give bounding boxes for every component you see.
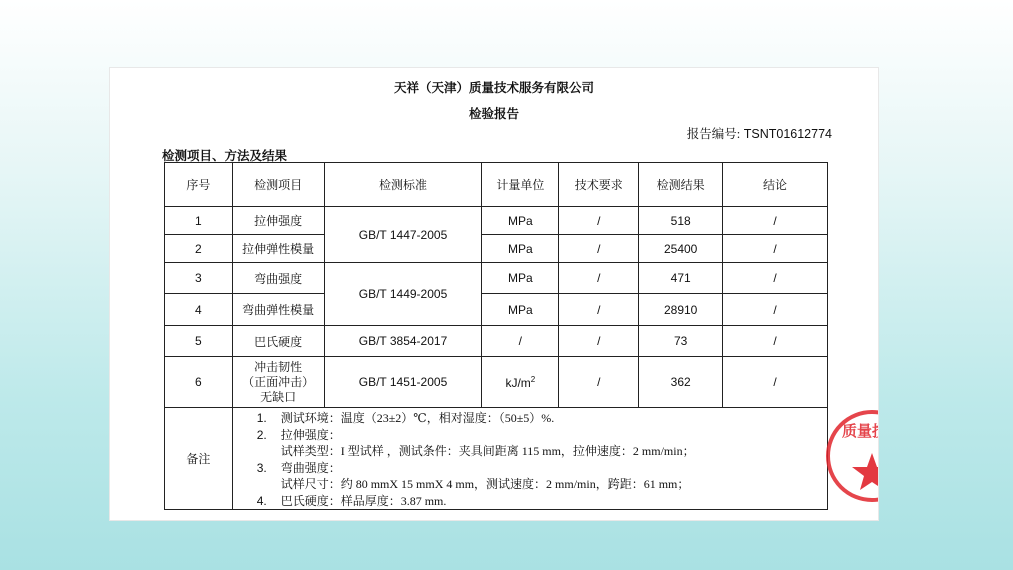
remarks-label: 备注	[165, 408, 233, 510]
test-standard: GB/T 1447-2005	[324, 207, 482, 263]
remark-text: 巴氏硬度：样品厚度：3.87 mm.	[280, 493, 447, 508]
table-header-row	[165, 163, 828, 207]
table-row	[165, 326, 828, 357]
header-cell: 结论	[723, 163, 828, 207]
table-row	[165, 263, 828, 294]
test-item: 弯曲弹性模量	[232, 294, 324, 326]
remark-line	[257, 476, 827, 493]
test-item-line: 无缺口	[260, 389, 297, 404]
header-cell: 计量单位	[482, 163, 559, 207]
unit: MPa	[482, 207, 559, 235]
report-page	[110, 68, 903, 520]
header-cell: 技术要求	[559, 163, 639, 207]
report-number-value: TSNT01612774	[743, 127, 832, 141]
remark-number: 2.	[256, 427, 267, 442]
conclusion: /	[723, 326, 828, 357]
conclusion: /	[723, 357, 828, 408]
result: 362	[639, 357, 723, 408]
report-number-label: 报告编号:	[686, 127, 741, 141]
section-title: 检测项目、方法及结果	[162, 149, 288, 163]
remarks-content	[232, 408, 827, 510]
unit: MPa	[482, 235, 559, 263]
company-seal-stamp	[822, 406, 903, 506]
test-standard: GB/T 3854-2017	[324, 326, 482, 357]
conclusion: /	[723, 235, 828, 263]
remark-number: 4.	[256, 493, 267, 508]
result: 73	[639, 326, 723, 357]
test-standard: GB/T 1449-2005	[324, 263, 482, 326]
result: 471	[639, 263, 723, 294]
remark-line	[257, 460, 827, 477]
results-table	[164, 162, 828, 510]
header-cell: 检测项目	[232, 163, 324, 207]
table-row	[165, 357, 828, 408]
row-number: 4	[165, 294, 233, 326]
unit-superscript: 2	[530, 374, 536, 384]
unit: /	[482, 326, 559, 357]
row-number: 5	[165, 326, 233, 357]
unit: MPa	[482, 263, 559, 294]
result: 518	[639, 207, 723, 235]
test-item: 拉伸弹性模量	[232, 235, 324, 263]
unit	[482, 357, 559, 408]
unit-base: kJ/m	[505, 375, 531, 390]
requirement: /	[559, 263, 639, 294]
company-name: 天祥（天津）质量技术服务有限公司	[393, 81, 594, 95]
conclusion: /	[723, 207, 828, 235]
remark-text: 试样尺寸：约 80 mmX 15 mmX 4 mm，测试速度：2 mm/min，跨距：61 mm；	[280, 477, 690, 491]
test-item: 弯曲强度	[232, 263, 324, 294]
remark-text: 拉伸强度：	[280, 427, 341, 442]
conclusion: /	[723, 263, 828, 294]
remark-line	[257, 493, 827, 510]
remark-line	[257, 443, 827, 460]
test-item	[232, 357, 324, 408]
result: 25400	[639, 235, 723, 263]
row-number: 3	[165, 263, 233, 294]
requirement: /	[559, 294, 639, 326]
test-item: 巴氏硬度	[232, 326, 324, 357]
document-title: 检验报告	[468, 107, 519, 121]
remark-number: 3.	[256, 460, 267, 475]
table-row	[165, 294, 828, 326]
requirement: /	[559, 235, 639, 263]
table-row	[165, 235, 828, 263]
row-number: 1	[165, 207, 233, 235]
remark-line	[257, 427, 827, 444]
remark-line	[257, 410, 827, 427]
row-number: 6	[165, 357, 233, 408]
row-number: 2	[165, 235, 233, 263]
requirement: /	[559, 326, 639, 357]
result: 28910	[639, 294, 723, 326]
remark-text: 弯曲强度：	[280, 460, 341, 475]
svg-text:质量技术: 质量技术	[841, 422, 903, 440]
header-cell: 检测结果	[639, 163, 723, 207]
header-cell: 检测标准	[324, 163, 482, 207]
remark-number: 1.	[256, 411, 267, 425]
table-row	[165, 207, 828, 235]
test-item-line: （正面冲击）	[242, 374, 315, 389]
report-number	[687, 124, 832, 142]
test-item-line: 冲击韧性	[254, 359, 303, 374]
remark-text: 试样类型：I 型试样 ，测试条件：夹具间距离 115 mm，拉伸速度：2 mm/min；	[280, 444, 695, 458]
remark-text: 测试环境：温度（23±2）℃，相对湿度：（50±5）%.	[280, 411, 555, 425]
requirement: /	[559, 207, 639, 235]
header-cell: 序号	[165, 163, 233, 207]
test-standard: GB/T 1451-2005	[324, 357, 482, 408]
unit: MPa	[482, 294, 559, 326]
conclusion: /	[723, 294, 828, 326]
requirement: /	[559, 357, 639, 408]
remarks-row	[165, 408, 828, 510]
test-item: 拉伸强度	[232, 207, 324, 235]
